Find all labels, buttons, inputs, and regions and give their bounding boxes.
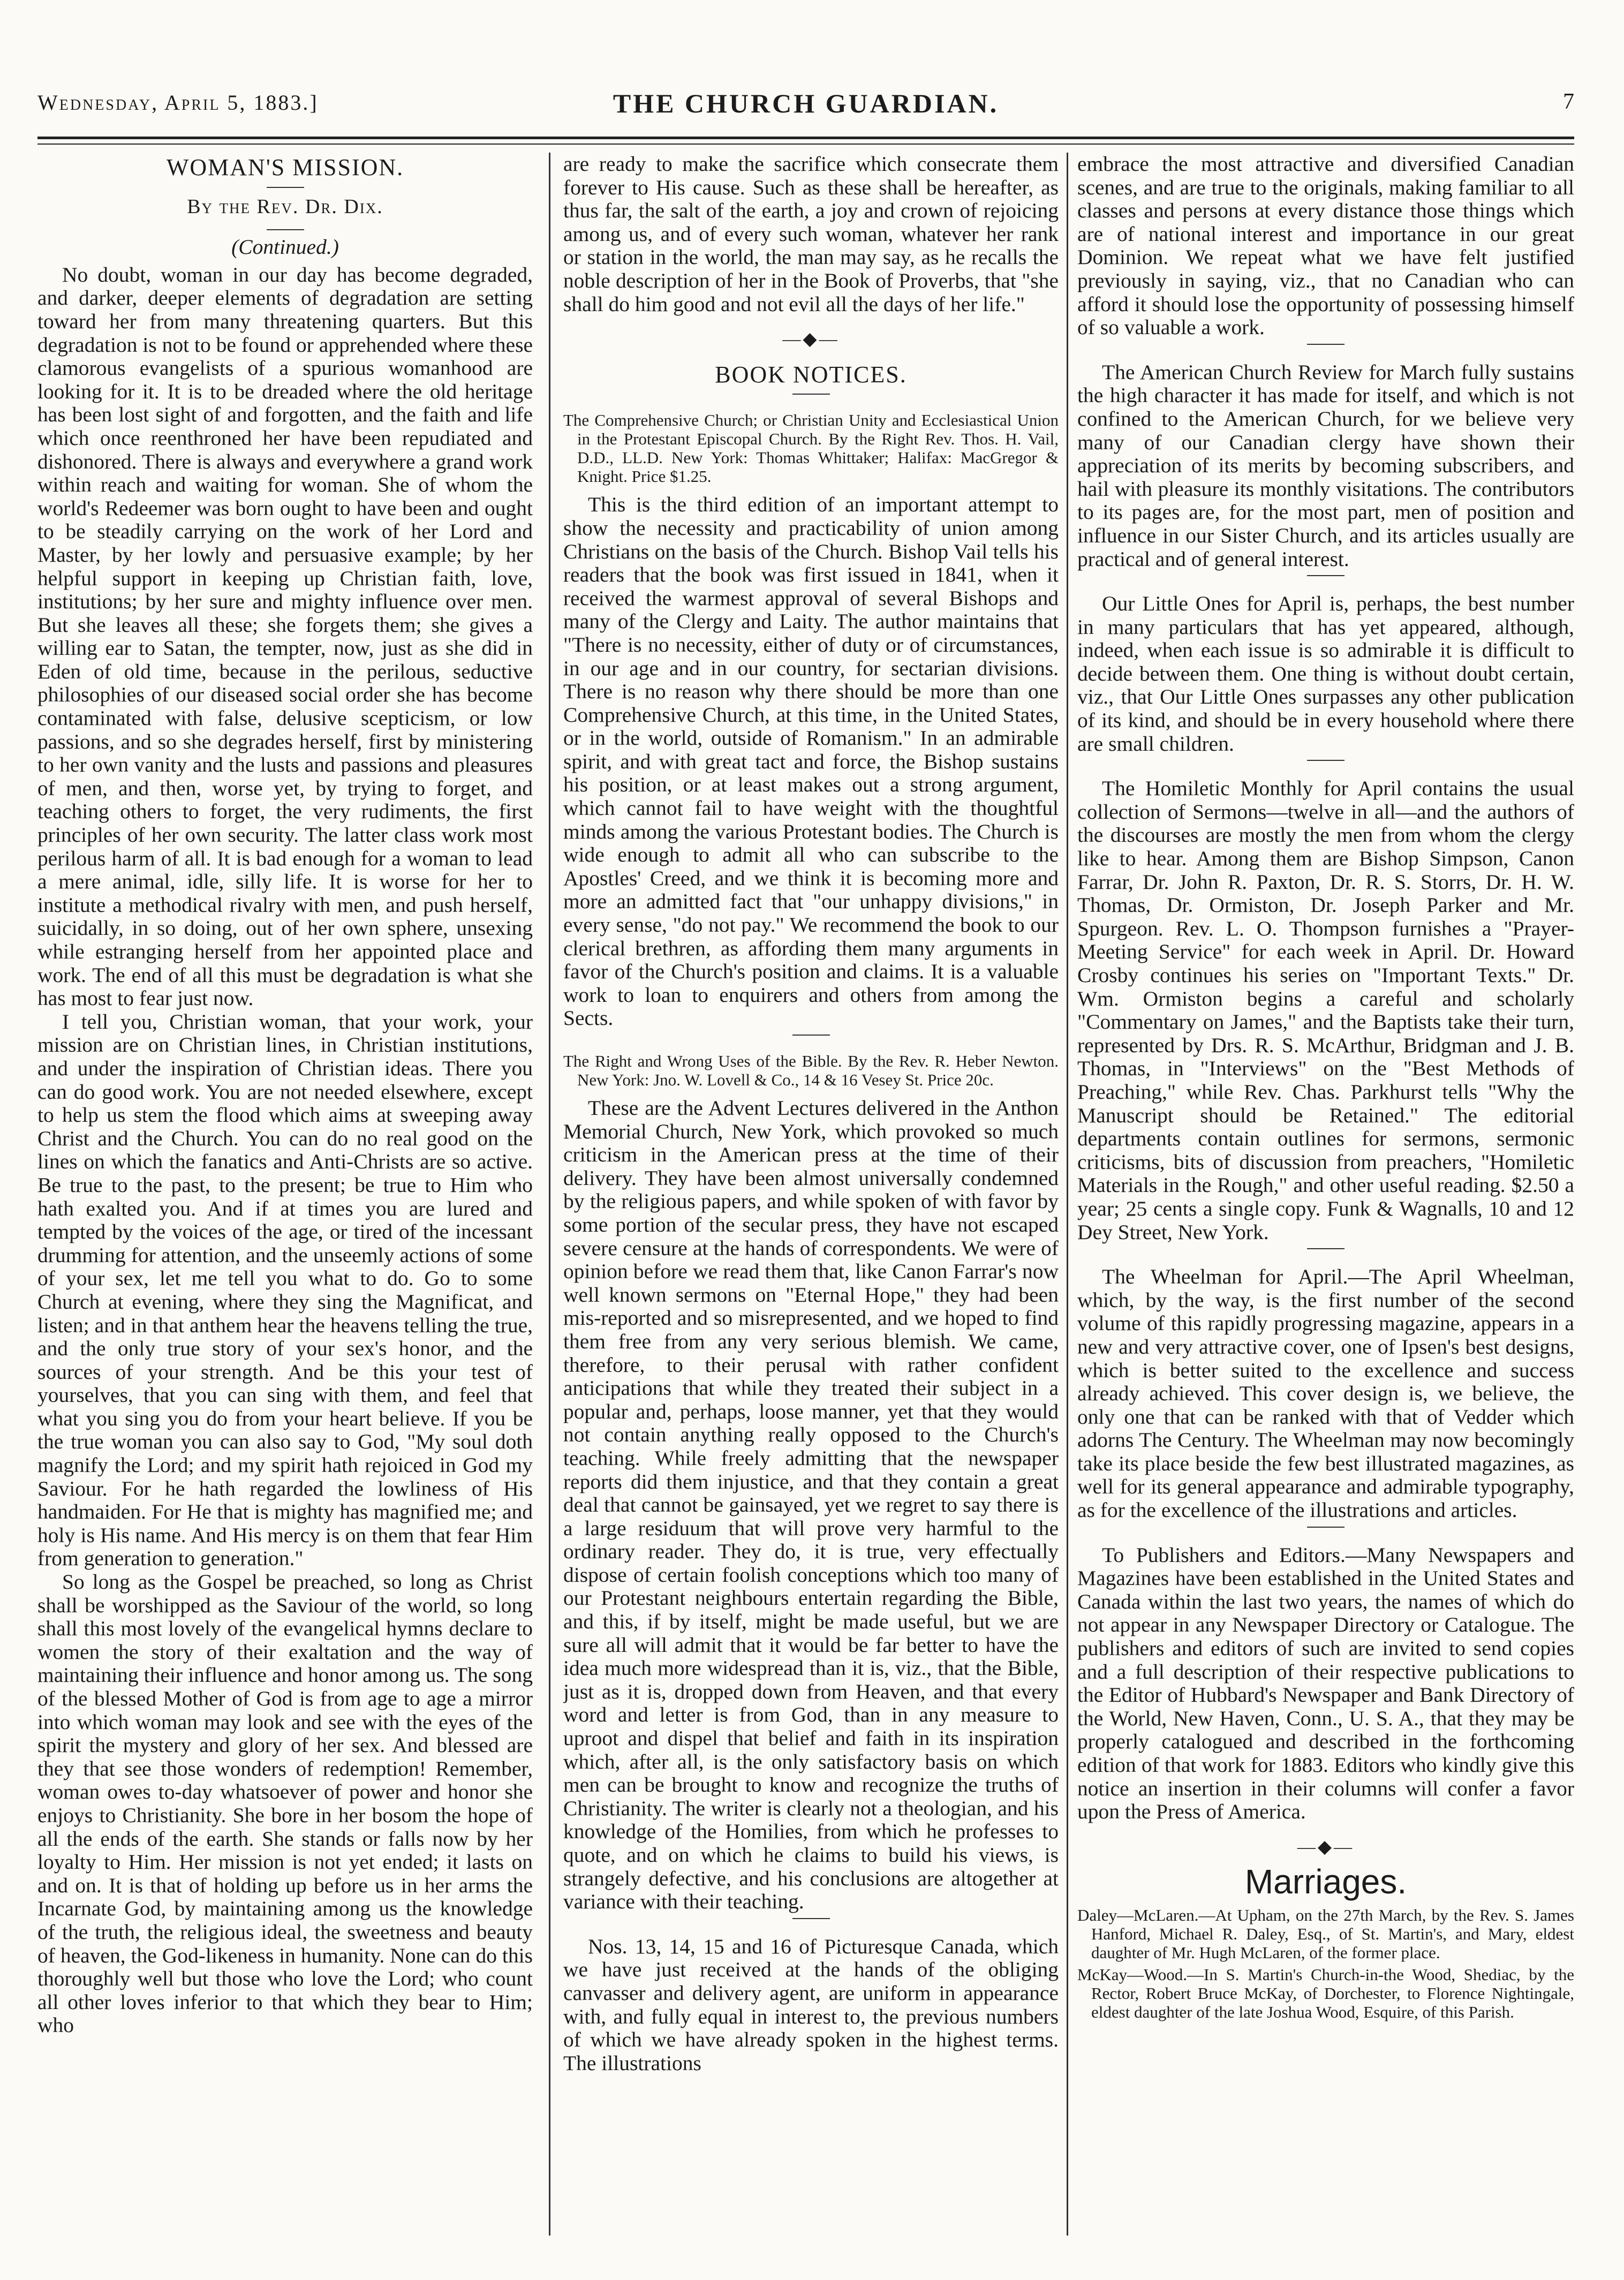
newspaper-title: THE CHURCH GUARDIAN. (613, 88, 999, 118)
notice-rule (1307, 1527, 1344, 1528)
book-notice-body: The Homiletic Monthly for April contains the usual collection of Sermons—twelve in all—and the authors of the discourses are mostly the men from whom the clergy like to hear. Among them are Bishop Simpson, Canon Farrar, Dr. John R. Paxton, Dr. R. S. Storrs, Dr. H. W. Thomas, Dr. Ormiston, Dr. Joseph Parker and Mr. Spurgeon. Rev. L. O. Thompson furnishes a "Prayer-Meeting Service" for each week in April. Dr. Howard Crosby continues his series on "Important Texts." Dr. Wm. Ormiston begins a careful and scholarly "Commentary on James," and the Baptists take their turn, represented by Drs. R. S. McArthur, Bridgman and J. B. Thomas, in "Interviews" on the "Best Methods of Preaching," while Rev. Chas. Parkhurst tells "Why the Manuscript should be Retained." The editorial departments contain outlines for sermons, sermonic criticisms, bits of discussion from preachers, "Homiletic Materials in the Rough," and other useful reading. $2.50 a year; 25 cents a single copy. Funk & Wagnalls, 10 and 12 Dey Street, New York. (1077, 776, 1574, 1244)
column-divider (1067, 153, 1068, 2236)
page-number: 7 (1563, 89, 1574, 114)
article-paragraph: So long as the Gospel be preached, so long as Christ shall be worshipped as the Saviour of the world, so long shall this most lovely of the evangelical hymns declare to women the story of their exaltation and the way of maintaining their influence and honor among us. The song of the blessed Mother of God is from age to age a mirror into which woman may look and see with the eyes of the spirit the mystery and glory of her sex. And blessed are they that see those wonders of redemption! Remember, woman owes to-day whatsoever of power and honor she enjoys to Christianity. She bore in her bosom the hope of all the ends of the earth. She stands or falls now by her loyalty to Him. Her mission is not yet ended; it lasts on and on. It is that of holding up before us in her arms the Incarnate God, by maintaining among us the knowledge of the truth, the religious ideal, the sweetness and beauty of heaven, the God-likeness in humanity. None can do this thoroughly well but those who love the Lord; who count all other loves inferior to that which they bear to Him; who (37, 1570, 533, 2037)
column-1 (37, 153, 533, 2236)
masthead (37, 80, 1574, 134)
header-rule (37, 137, 1574, 139)
book-notice-heading: The Comprehensive Church; or Christian Unity and Ecclesiastical Union in the Protestant Episcopal Church. By the Right Rev. Thos. H. Vail, D.D., LL.D. New York: Thomas Whittaker; Halifax: MacGregor & Knight. Price $1.25. (563, 411, 1059, 486)
section-ornament: —◆— (782, 329, 840, 350)
notice-rule (1307, 1248, 1344, 1249)
book-notice-body: Our Little Ones for April is, perhaps, the best number in many particulars that has yet appeared, although, indeed, when each issue is so admirable it is difficult to decide between them. One thing is without doubt certain, viz., that Our Little Ones surpasses any other publication of its kind, and should be in every household where there are small children. (1077, 592, 1574, 756)
marriage-notice: Daley—McLaren.—At Upham, on the 27th March, by the Rev. S. James Hanford, Michael R. Daley, Esq., of St. Martin's, and Mary, eldest daughter of Mr. Hugh McLaren, of the former place. (1077, 1905, 1574, 1962)
book-notice-body: The American Church Review for March fully sustains the high character it has made for itself, and which is not confined to the American Church, for we believe very many of our Canadian clergy have shown their appreciation of its merits by becoming subscribers, and hail with pleasure its monthly visitations. The contributors to its pages are, for the most part, men of position and influence in our Sister Church, and its articles usually are practical and of general interest. (1077, 360, 1574, 571)
header-rule-thin (37, 144, 1574, 145)
book-notice-body: The Wheelman for April.—The April Wheelman, which, by the way, is the first number of the second volume of this rapidly progressing magazine, appears in a new and very attractive cover, one of Ipsen's best designs, which is better suited to the excellence and success already achieved. This cover design is, we believe, the only one that can be ranked with that of Vedder which adorns The Century. The Wheelman may now becomingly take its place beside the few best illustrated magazines, as well for its general appearance and admirable typography, as for the excellence of the illustrations and articles. (1077, 1265, 1574, 1522)
notice-rule (1307, 760, 1344, 761)
section-title: BOOK NOTICES. (715, 361, 907, 388)
section-ornament: —◆— (1297, 1837, 1355, 1857)
notice-rule (1307, 344, 1344, 345)
column-divider (549, 153, 550, 2236)
book-notice-body: Nos. 13, 14, 15 and 16 of Picturesque Canada, which we have just received at the hands of the obliging canvasser and delivery agent, are uniform in appearance with, and fully equal in interest to, the previous numbers of which we have already spoken in the highest terms. The illustrations (563, 1934, 1059, 2075)
marriage-notice: McKay—Wood.—In S. Martin's Church-in-the Wood, Shediac, by the Rector, Robert Bruce McKay, of Dorchester, to Florence Nightingale, eldest daughter of the late Joshua Wood, Esquire, of this Parish. (1077, 1965, 1574, 2021)
column-2 (563, 153, 1059, 2236)
issue-date: Wednesday, April 5, 1883.] (37, 90, 319, 115)
notice-rule (792, 1918, 830, 1919)
byline-rule (267, 229, 304, 230)
column-3 (1077, 153, 1574, 2236)
title-rule (792, 394, 830, 395)
continued-note: (Continued.) (231, 235, 339, 259)
article-paragraph: No doubt, woman in our day has become degraded, and darker, deeper elements of degradation are setting toward her from many threatening quarters. But this degradation is not to be found or apprehended where these clamorous evangelists of a spurious womanhood are looking for it. It is to be dreaded where the old heritage has been lost sight of and forgotten, and the faith and life which once reenthroned her have been repudiated and dishonored. There is always and everywhere a grand work within reach and waiting for woman. She of whom the world's Redeemer was born ought to have been and ought to be steadily carrying on the work of her Lord and Master, by her lowly and persuasive example; by her helpful support in keeping up Christian faith, love, institutions; by her sure and mighty influence over men. But she leaves all these; she forgets them; she gives a willing ear to Satan, the tempter, now, just as she did in Eden of old time, because in the perilous, seductive philosophies of our diseased social order she has become contaminated with false, delusive scepticism, or low passions, and so she degrades herself, first by ministering to her own vanity and the lusts and passions and pleasures of men, and then, worse yet, by trying to forget, and teaching others to forget, the very rudiments, the first principles of her own security. The latter class work most perilous harm of all. It is bad enough for a woman to lead a mere animal, idle, silly life. It is worse for her to institute a methodical rivalry with men, and push herself, suicidally, in so doing, out of her own sphere, unsexing while estranging herself from her appointed place and work. The end of all this must be degradation is what she has most to fear just now. (37, 262, 533, 1010)
notice-rule (1307, 575, 1344, 576)
book-notice-body: These are the Advent Lectures delivered in the Anthon Memorial Church, New York, which provoked so much criticism in the American press at the time of their delivery. They have been almost universally condemned by the religious papers, and while spoken of with favor by some portion of the secular press, they have not escaped severe censure at the hands of correspondents. We were of opinion before we read them that, like Canon Farrar's now well known sermons on "Eternal Hope," they had been mis-reported and so misrepresented, and we hoped to find them free from any very serious blemish. We came, therefore, to their perusal with rather confident anticipations that while they treated their subject in a popular and, perhaps, loose manner, yet that they would not contain anything really opposed to the Church's teaching. While freely admitting that the newspaper reports did them injustice, and that they contain a great deal that cannot be gainsayed, yet we regret to say there is a large residuum that will prove very harmful to the ordinary reader. They do, it is true, very effectually dispose of certain foolish conceptions which too many of our Protestant neighbours entertain regarding the Bible, and this, if by itself, might be made useful, but we are sure all will admit that it would be far better to have the idea much more widespread than it is, viz., that the Bible, just as it is, dropped down from Heaven, and that every word and letter is from God, than in any measure to uproot and dispel that belief and faith in its inspiration which, after all, is the only satisfactory basis on which men can be brought to know and recognize the truths of Christianity. The writer is clearly not a theologian, and his knowledge of the Homilies, from which he professes to quote, and on which he claims to build his views, is strangely defective, and his conclusions are altogether at variance with their teaching. (563, 1096, 1059, 1914)
book-notice-body: To Publishers and Editors.—Many Newspapers and Magazines have been established in the United States and Canada within the last two years, the names of which do not appear in any Newspaper Directory or Catalogue. The publishers and editors of such are invited to send copies and a full description of their respective publications to the Editor of Hubbard's Newspaper and Bank Directory of the World, New Haven, Conn., U. S. A., that they may be properly catalogued and described in the forthcoming edition of that work for 1883. Editors who kindly give this notice an insertion in their columns will confer a favor upon the Press of America. (1077, 1543, 1574, 1824)
book-notice-heading: The Right and Wrong Uses of the Bible. By the Rev. R. Heber Newton. New York: Jno. W. Lovell & Co., 14 & 16 Vesey St. Price 20c. (563, 1052, 1059, 1089)
notice-rule (792, 1035, 830, 1036)
marriages-title: Marriages. (1244, 1862, 1407, 1901)
article-paragraph: are ready to make the sacrifice which consecrate them forever to His cause. Such as these shall be hereafter, as thus far, the salt of the earth, a joy and crown of rejoicing among us, and of every such woman, whatever her rank or station in the world, the man may say, as he recalls the noble description of her in the Book of Proverbs, that "she shall do him good and not evil all the days of her life." (563, 153, 1059, 316)
title-rule (267, 187, 304, 188)
book-notice-body: embrace the most attractive and diversified Canadian scenes, and are true to the originals, making familiar to all classes and persons at every distance those things which are of national interest and importance in our great Dominion. We repeat what we have felt justified previously in saying, viz., that no Canadian who can afford it should lose the opportunity of possessing himself of so valuable a work. (1077, 153, 1574, 339)
article-paragraph: I tell you, Christian woman, that your work, your mission are on Christian lines, in Christian institutions, and under the inspiration of Christian ideas. There you can do good work. You are not needed elsewhere, except to help us stem the flood which aims at sweeping away Christ and the Church. You can do no real good on the lines on which the fanatics and Anti-Christs are so active. Be true to the past, to the present; be true to Him who hath exalted you. And if at times you are lured and tempted by the voices of the age, or tired of the incessant drumming for attention, and the unseemly actions of some of your sex, let me tell you what to do. Go to some Church at evening, where they sing the Magnificat, and listen; and in that anthem hear the heavens telling the true, and the only true story of your sex's honor, and the sources of your strength. And be this your test of yourselves, that you can sing with them, and feel that what you sing you do from your heart believe. If you be the true woman you can also say to God, "My soul doth magnify the Lord; and my spirit hath rejoiced in God my Saviour. For he hath regarded the lowliness of His handmaiden. For He that is mighty has magnified me; and holy is His name. And His mercy is on them that fear Him from generation to generation." (37, 1009, 533, 1571)
book-notice-body: This is the third edition of an important attempt to show the necessity and practicability of union among Christians on the basis of the Church. Bishop Vail tells his readers that the book was first issued in 1841, when it received the warmest approval of several Bishops and many of the Clergy and Laity. The author maintains that "There is no necessity, either of duty or of circumstances, in our age and in our country, for sectarian divisions. There is no reason why there should be more than one Comprehensive Church, at this time, in the United States, or in the world, outside of Romanism." In an admirable spirit, and with great tact and force, the Bishop sustains his position, or at least makes out a strong argument, which cannot fail to have weight with the thoughtful minds among the various Protestant bodies. The Church is wide enough to admit all who can subscribe to the Apostles' Creed, and we think it is becoming more and more an admitted fact that "our unhappy divisions," in every sense, "do not pay." We recommend the book to our clerical brethren, as affording them many arguments in favor of the Church's position and claims. It is a valuable work to loan to enquirers and others from among the Sects. (563, 493, 1059, 1030)
article-title: WOMAN'S MISSION. (166, 154, 404, 180)
article-byline: By the Rev. Dr. Dix. (187, 195, 383, 218)
